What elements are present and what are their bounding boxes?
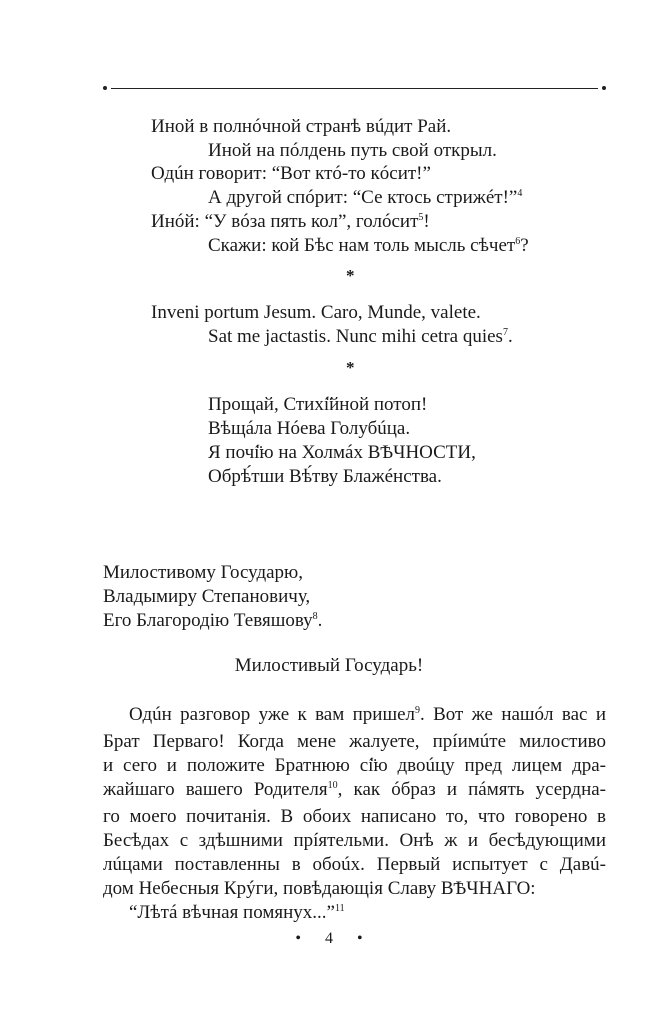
letter-body (103, 703, 606, 928)
letter-line: Одúн разговор уже к вам пришел$^9$. Вот же нашóл вас и (129, 704, 606, 725)
letter-line: “Лѣтá вѣчная помянух...”$^{11}$ (129, 902, 345, 923)
footnote-ref: 5 (418, 212, 424, 223)
rule-dot-right (602, 86, 606, 90)
section-separator: * (346, 266, 355, 285)
letter-line: жайшаго вашего Родителя$^{10}$, как óбраз и пáмять усердна- (103, 779, 607, 800)
address-line: Владымиру Степановичу, (103, 586, 311, 607)
poem-line: Вѣщáла Нóева Голубúца. (208, 418, 411, 439)
footnote-ref: 9 (415, 705, 420, 716)
footnote-ref: 6 (515, 236, 521, 247)
poem-line: Прощай, Стихí̈йной потоп! (208, 394, 428, 415)
footnote-ref: 7 (502, 327, 508, 338)
address-line: Милостивому Государю, (103, 562, 303, 583)
poem-line: Иной в полнóчной странѣ вúдит Рай. (151, 116, 452, 137)
poem-line: Inveni portum Jesum. Caro, Munde, valete. (151, 302, 481, 323)
rule-dot-left (103, 86, 107, 90)
poem-line: Одúн говорит: “Вот ктó-то кóсит!” (151, 163, 431, 184)
letter-line: лúцами поставленны в обоúх. Первый испытует с Давú- (103, 854, 606, 875)
poem-line: Иной на пóлдень путь свой открыл. (208, 140, 497, 161)
poem-line: Обрѣ́тши Вѣ́тву Блажéнства. (208, 466, 442, 487)
header-rule (103, 86, 606, 91)
letter-line: дом Небесныя Крýги, повѣдающія Славу ВѢЧНАГО: (103, 878, 536, 899)
letter-line: Бесѣдах с здѣшними прíятельми. Онѣ ж и бесѣдующими (103, 830, 606, 851)
page-number: 4 (325, 930, 333, 947)
page-footer (0, 930, 658, 948)
letter-line: го моего почитанія. В обоих написано то, что говорено в (103, 806, 606, 827)
letter-line: и сего и положите Братнюю сí̈ю двоúцу пред лицем дра- (103, 755, 606, 776)
poem-line: Sat me jactastis. Nunc mihi cetra quies$^7$. (208, 326, 513, 347)
footnote-ref: 4 (517, 188, 523, 199)
letter-line: Брат Перваго! Когда мене жалуете, прíимúте милостиво (103, 731, 606, 752)
poem-line: А другой спóрит: “Се ктось стрижéт!”$^4$ (208, 187, 523, 208)
salutation: Милостивый Государь! (234, 655, 424, 676)
footer-dot-left: • (295, 930, 301, 947)
address-line: Его Благородію Тевяшову$^8$. (103, 610, 323, 631)
poem-line: Я почí̈ю на Холмáх ВѢЧНОСТИ, (208, 442, 476, 463)
footer-dot-right: • (357, 930, 363, 947)
footnote-ref: 11 (334, 903, 345, 914)
poem-line: Инóй: “У вóза пять кол”, голóсит$^5$! (151, 211, 430, 232)
footnote-ref: 8 (312, 611, 318, 622)
section-separator: * (346, 358, 355, 377)
footnote-ref: 10 (327, 780, 338, 791)
rule-line (111, 88, 598, 89)
poem-line: Скажи: кой Бѣс нам толь мысль сѣчет$^6$? (208, 235, 529, 256)
